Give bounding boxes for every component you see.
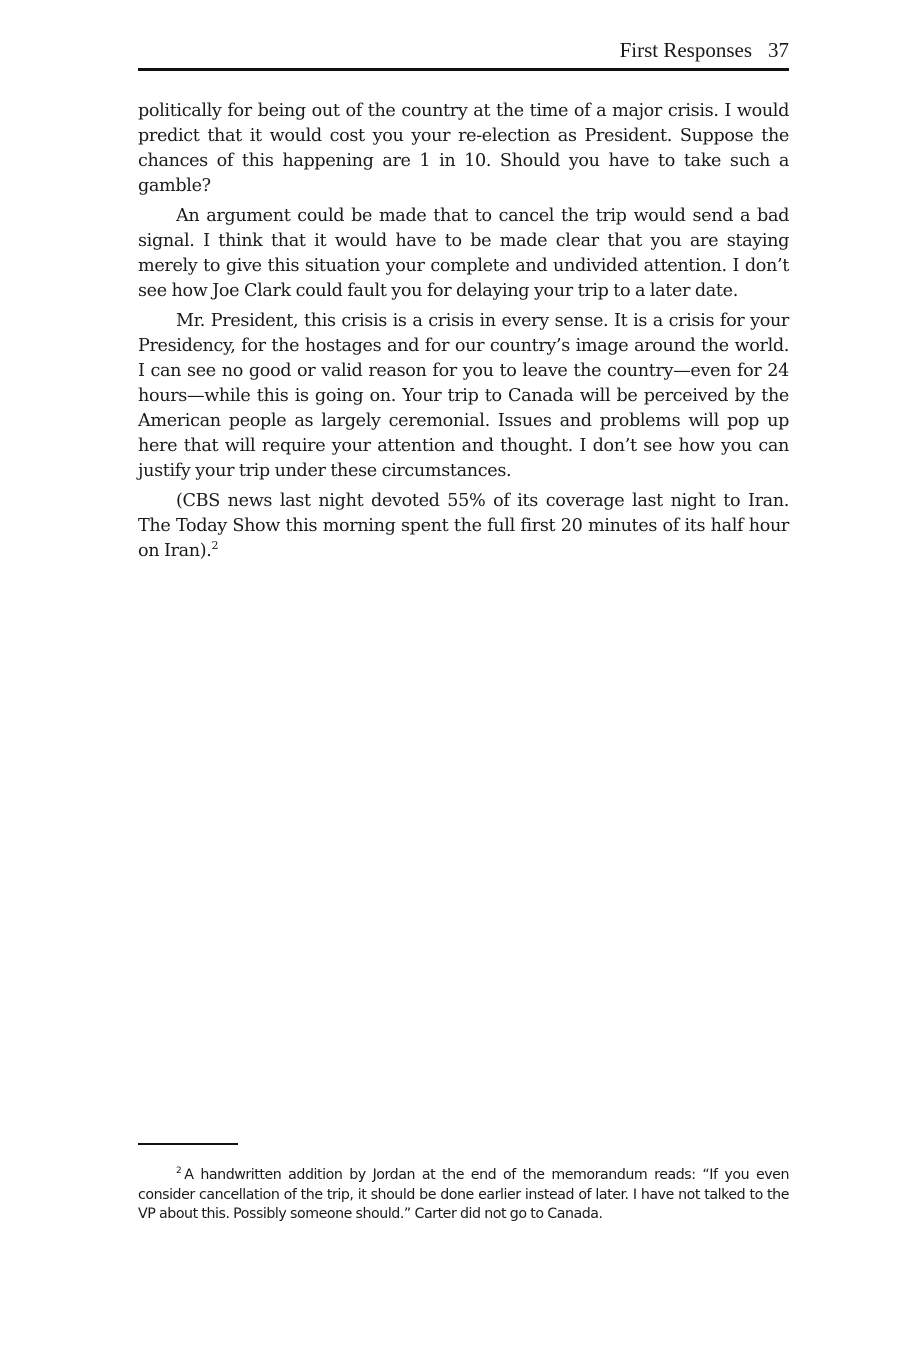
- header-rule: [138, 68, 789, 71]
- footnote-reference: 2: [211, 539, 219, 553]
- paragraph-last-text: (CBS news last night devoted 55% of its coverage last night to Iran. The Today Show this morning spent the full first 20 minutes of its half hour on Iran).: [138, 491, 789, 561]
- footnote-text: A handwritten addition by Jordan at the end of the memorandum reads: “If you even consider cancellation of the trip, it should be done earlier instead of later. I have not talked to the VP about this. Possibly someone should.” Carter did not go to Canada.: [138, 1167, 789, 1222]
- body-text: [138, 99, 789, 569]
- footnote-marker: 2: [176, 1166, 182, 1177]
- paragraph: An argument could be made that to cancel the trip would send a bad signal. I think that it would have to be made clear that you are staying merely to give this situation your complete and undivided attention. I don’t see how Joe Clark could fault you for delaying your trip to a later date.: [138, 206, 789, 301]
- chapter-title: First Responses: [619, 38, 752, 62]
- page-number: 37: [768, 38, 789, 62]
- paragraph-continued: politically for being out of the country at the time of a major crisis. I would predict that it would cost you your re-election as President. Suppose the chances of this happening are 1 in 10. Should you have to take such a gamble?: [138, 101, 789, 196]
- paragraph-last: [138, 489, 789, 564]
- running-head: [138, 38, 789, 62]
- footnote: [138, 1166, 789, 1225]
- footnote-rule: [138, 1143, 238, 1145]
- paragraph: Mr. President, this crisis is a crisis in every sense. It is a crisis for your Presidency, for the hostages and for our country’s image around the world. I can see no good or valid reason for you to leave the country—even for 24 hours—while this is going on. Your trip to Canada will be perceived by the American people as largely ceremonial. Issues and problems will pop up here that will require your attention and thought. I don’t see how you can justify your trip under these circumstances.: [138, 311, 789, 481]
